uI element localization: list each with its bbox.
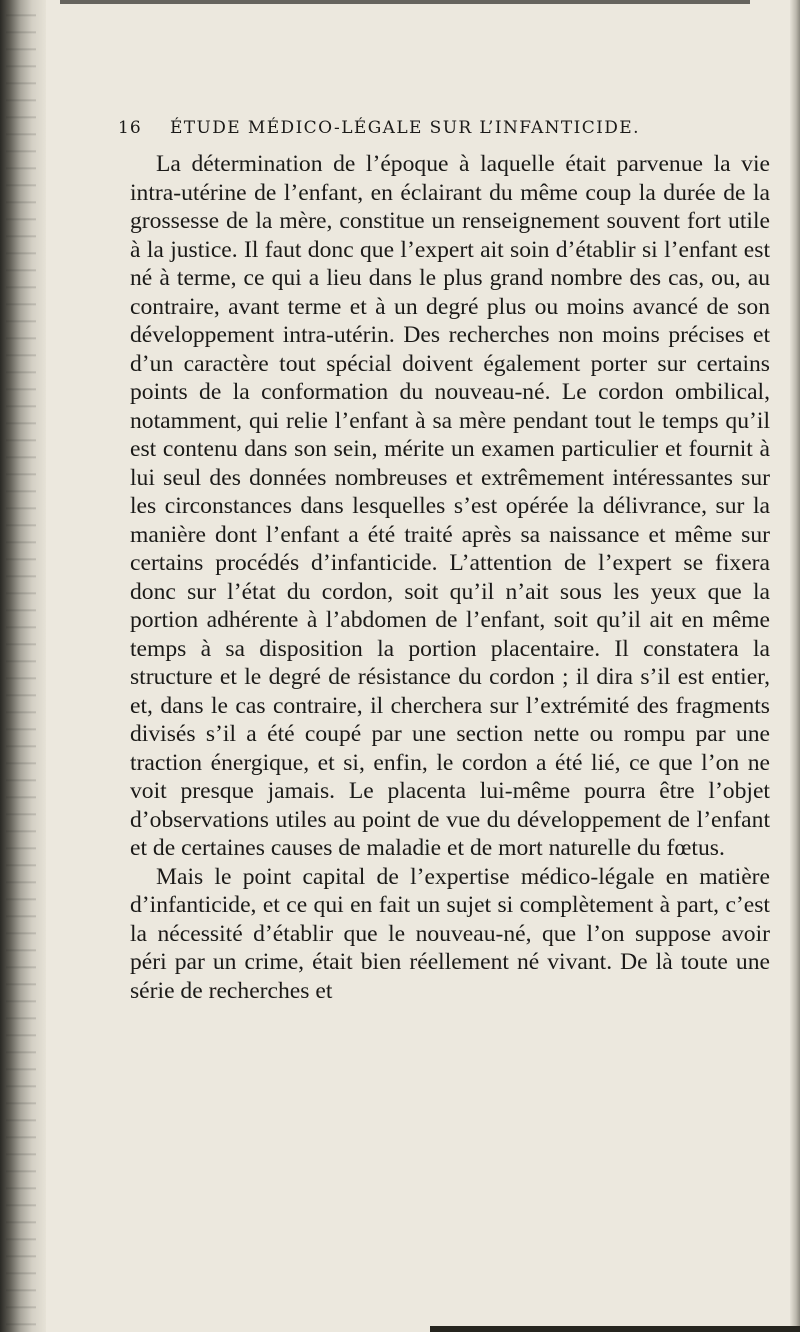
binding-texture bbox=[6, 0, 36, 1332]
page-right-edge bbox=[790, 0, 800, 1332]
scan-top-edge bbox=[60, 0, 750, 4]
paragraph: Mais le point capital de l’expertise médico-légale en matière d’infanticide, et ce qui en fait un sujet si complètement à part, c’est la nécessité d’établir que le nouveau-né, que l’on suppose avoir péri par un crime, était bien réellement né vivant. De là toute une série de recherches et bbox=[130, 863, 770, 1004]
paragraph: La détermination de l’époque à laquelle était parvenue la vie intra-utérine de l’enfant, en éclairant du même coup la durée de la grossesse de la mère, constitue un renseignement souvent fort utile à la justice. Il faut donc que l’expert ait soin d’établir si l’enfant est né à terme, ce qui a lieu dans le plus grand nombre des cas, ou, au contraire, avant terme et à un degré plus ou moins avancé de son développement intra-utérin. Des recherches non moins précises et d’un caractère tout spécial doivent également porter sur certains points de la conformation du nouveau-né. Le cordon ombilical, notamment, qui relie l’enfant à sa mère pendant tout le temps qu’il est contenu dans son sein, mérite un examen particulier et fournit à lui seul des données nombreuses et extrêmement intéressantes sur les circonstances dans lesquelles s’est opérée la délivrance, sur la manière dont l’enfant a été traité après sa naissance et même sur certains procédés d’infanticide. L’attention de l’expert se fixera donc sur l’état du cordon, soit qu’il n’ait sous les yeux que la portion adhérente à l’abdomen de l’enfant, soit qu’il ait en même temps à sa disposition la portion placentaire. Il constatera la structure et le degré de résistance du cordon ; il dira s’il est entier, et, dans le cas contraire, il cherchera sur l’extrémité des fragments divisés s’il a été coupé par une section nette ou rompu par une traction énergique, et si, enfin, le cordon a été lié, ce que l’on ne voit presque jamais. Le placenta lui-même pourra être l’objet d’observations utiles au point de vue du développement de l’enfant et de certaines causes de maladie et de mort naturelle du fœtus. bbox=[130, 151, 770, 861]
running-head: ÉTUDE MÉDICO-LÉGALE SUR L’INFANTICIDE. bbox=[170, 118, 640, 138]
scan-bottom-edge bbox=[430, 1326, 800, 1332]
page-number: 16 bbox=[118, 118, 142, 138]
page-header bbox=[118, 118, 758, 144]
body-text bbox=[130, 150, 770, 1005]
